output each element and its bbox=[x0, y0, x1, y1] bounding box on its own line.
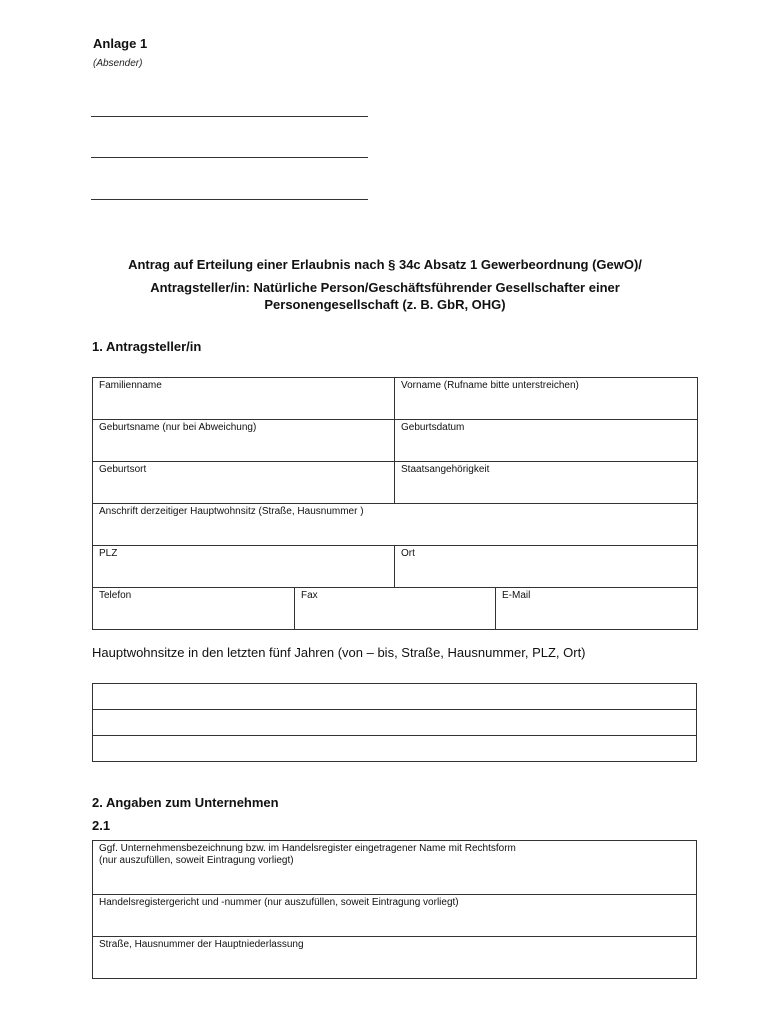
table-row bbox=[93, 588, 698, 630]
hauptwohnsitz-row-3-field[interactable] bbox=[93, 736, 697, 762]
table-row bbox=[93, 378, 698, 420]
plz-label: PLZ bbox=[99, 548, 118, 559]
document-title-line-2: Antragsteller/in: Natürliche Person/Geschäftsführender Gesellschafter einer bbox=[150, 280, 620, 295]
familienname-label: Familienname bbox=[99, 380, 162, 391]
geburtsdatum-field[interactable] bbox=[395, 420, 698, 462]
geburtsdatum-label: Geburtsdatum bbox=[401, 422, 465, 433]
sender-line-1[interactable] bbox=[91, 116, 368, 117]
anschrift-label: Anschrift derzeitiger Hauptwohnsitz (Straße, Hausnummer ) bbox=[99, 506, 364, 517]
fax-label: Fax bbox=[301, 590, 318, 601]
ort-field[interactable] bbox=[395, 546, 698, 588]
plz-field[interactable] bbox=[93, 546, 395, 588]
document-title-line-1: Antrag auf Erteilung einer Erlaubnis nach § 34c Absatz 1 Gewerbeordnung (GewO)/ bbox=[128, 257, 642, 272]
fax-field[interactable] bbox=[295, 588, 496, 630]
company-table bbox=[92, 840, 697, 979]
section-2-1-heading: 2.1 bbox=[92, 818, 111, 833]
section-1-heading: 1. Antragsteller/in bbox=[92, 339, 202, 354]
telefon-field[interactable] bbox=[93, 588, 295, 630]
handelsregister-label: Handelsregistergericht und -nummer (nur auszufüllen, soweit Eintragung vorliegt) bbox=[99, 897, 459, 908]
document-title-line-3: Personengesellschaft (z. B. GbR, OHG) bbox=[264, 297, 506, 312]
table-row bbox=[93, 462, 698, 504]
telefon-label: Telefon bbox=[99, 590, 132, 601]
table-row bbox=[93, 736, 697, 762]
geburtsort-label: Geburtsort bbox=[99, 464, 147, 475]
anlage-label: Anlage 1 bbox=[93, 36, 148, 51]
table-row bbox=[93, 546, 698, 588]
absender-label: (Absender) bbox=[93, 58, 143, 69]
sender-line-2[interactable] bbox=[91, 157, 368, 158]
hauptwohnsitz-row-1-field[interactable] bbox=[93, 684, 697, 710]
hauptniederlassung-field[interactable] bbox=[93, 937, 697, 979]
handelsregister-field[interactable] bbox=[93, 895, 697, 937]
anschrift-field[interactable] bbox=[93, 504, 698, 546]
email-label: E-Mail bbox=[502, 590, 531, 601]
applicant-table bbox=[92, 377, 698, 630]
table-row bbox=[93, 710, 697, 736]
geburtsort-field[interactable] bbox=[93, 462, 395, 504]
table-row bbox=[93, 420, 698, 462]
hauptwohnsitze-table bbox=[92, 683, 697, 762]
geburtsname-field[interactable] bbox=[93, 420, 395, 462]
vorname-field[interactable] bbox=[395, 378, 698, 420]
table-row bbox=[93, 684, 697, 710]
unternehmensbezeichnung-note: (nur auszufüllen, soweit Eintragung vorliegt) bbox=[99, 855, 294, 866]
staatsangehoerigkeit-label: Staatsangehörigkeit bbox=[401, 464, 490, 475]
familienname-field[interactable] bbox=[93, 378, 395, 420]
vorname-label: Vorname (Rufname bitte unterstreichen) bbox=[401, 380, 579, 391]
section-2-heading: 2. Angaben zum Unternehmen bbox=[92, 795, 279, 810]
table-row bbox=[93, 937, 697, 979]
table-row bbox=[93, 841, 697, 895]
unternehmensbezeichnung-label: Ggf. Unternehmensbezeichnung bzw. im Handelsregister eingetragener Name mit Rechtsform bbox=[99, 843, 516, 854]
staatsangehoerigkeit-field[interactable] bbox=[395, 462, 698, 504]
geburtsname-label: Geburtsname (nur bei Abweichung) bbox=[99, 422, 257, 433]
table-row bbox=[93, 895, 697, 937]
hauptwohnsitz-row-2-field[interactable] bbox=[93, 710, 697, 736]
ort-label: Ort bbox=[401, 548, 415, 559]
email-field[interactable] bbox=[496, 588, 698, 630]
sender-line-3[interactable] bbox=[91, 199, 368, 200]
table-row bbox=[93, 504, 698, 546]
hauptniederlassung-label: Straße, Hausnummer der Hauptniederlassung bbox=[99, 939, 304, 950]
unternehmensbezeichnung-field[interactable] bbox=[93, 841, 697, 895]
hauptwohnsitze-label: Hauptwohnsitze in den letzten fünf Jahren (von – bis, Straße, Hausnummer, PLZ, Ort) bbox=[92, 645, 586, 660]
